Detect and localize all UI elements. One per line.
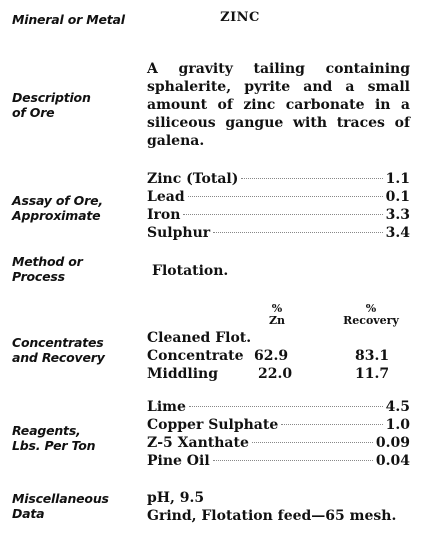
concentrates-label [12,335,105,365]
misc-line-ph: pH, 9.5 [147,490,205,506]
reagents-label-line2: Lbs. Per Ton [12,438,96,453]
leader-dots [213,460,373,461]
reagent-row [147,416,410,434]
description-text: A gravity tailing containing sphalerite, pyrite and a small amount of zinc carbonate in a siliceous gangue with traces of galena. [147,61,410,149]
assay-row [147,206,410,224]
assay-row [147,224,410,242]
leader-dots [183,214,382,215]
reagents-label-line1: Reagents, [12,423,81,438]
reagent-value: 1.0 [385,417,410,433]
reagent-row [147,398,410,416]
reagent-name: Lime [147,399,186,415]
assay-item-name: Zinc (Total) [147,171,239,187]
reagent-name: Pine Oil [147,453,210,469]
method-label-line1: Method or [12,254,83,269]
assay-item-value: 0.1 [385,189,410,205]
assay-item-value: 3.3 [385,207,410,223]
assay-item-value: 1.1 [385,171,410,187]
middling-recovery: 11.7 [355,366,390,382]
assay-row [147,170,410,188]
assay-item-value: 3.4 [385,225,410,241]
mineral-or-metal-label: Mineral or Metal [12,12,125,27]
leader-dots [213,232,383,233]
method-label [12,254,83,284]
concentrates-label-line1: Concentrates [12,335,104,350]
zn-header-label: Zn [268,314,286,327]
reagent-value: 4.5 [385,399,410,415]
description-label [12,90,91,120]
concentrate-name: Concentrate [147,348,244,364]
leader-dots [241,178,382,179]
method-label-line2: Process [12,269,65,284]
assay-label-line2: Approximate [12,208,101,223]
middling-name: Middling [147,366,218,382]
concentrate-row-label: Cleaned Flot. [147,330,252,346]
description-label-line2: of Ore [12,105,55,120]
concentrates-label-line2: and Recovery [12,350,105,365]
concentrate-recovery: 83.1 [355,348,390,364]
recovery-header-percent: % [365,302,377,315]
assay-row [147,188,410,206]
middling-zn: 22.0 [258,366,293,382]
misc-label-line2: Data [12,506,45,521]
misc-line-grind: Grind, Flotation feed—65 mesh. [147,508,397,524]
reagent-row [147,452,410,470]
method-value: Flotation. [152,263,229,279]
leader-dots [189,406,383,407]
leader-dots [188,196,383,197]
recovery-column-header [338,303,404,327]
reagent-name: Copper Sulphate [147,417,279,433]
assay-label-line1: Assay of Ore, [12,193,103,208]
concentrate-row [147,347,247,365]
reagent-row [147,434,410,452]
reagent-name: Z-5 Xanthate [147,435,249,451]
mineral-name: ZINC [220,10,260,25]
assay-item-name: Iron [147,207,181,223]
reagent-value: 0.09 [375,435,410,451]
zn-header-percent: % [271,302,283,315]
leader-dots [252,442,373,443]
recovery-header-label: Recovery [343,314,399,327]
reagents-label [12,423,95,453]
assay-item-name: Lead [147,189,185,205]
assay-item-name: Sulphur [147,225,211,241]
misc-label [12,491,109,521]
concentrate-zn: 62.9 [254,348,289,364]
assay-label [12,193,103,223]
misc-label-line1: Miscellaneous [12,491,109,506]
description-label-line1: Description [12,90,91,105]
reagent-value: 0.04 [375,453,410,469]
leader-dots [281,424,382,425]
zn-column-header [262,303,292,327]
